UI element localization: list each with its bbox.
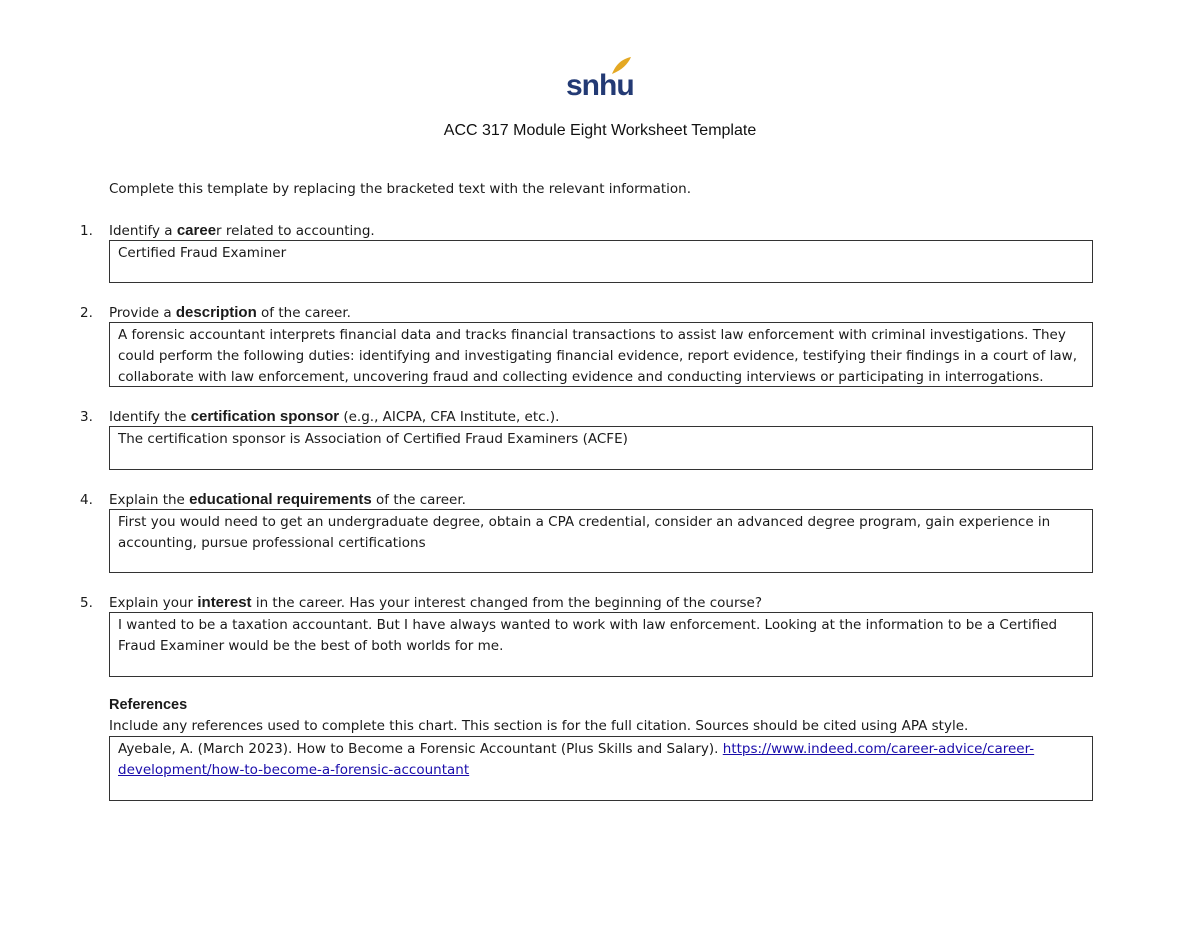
question-4: 4. Explain the educational requirements of the career. bbox=[80, 491, 466, 508]
answer-box-5[interactable]: I wanted to be a taxation accountant. But I have always wanted to work with law enforcement. Looking at the information to be a Certified Fraud Examiner would be the best of both worlds for me. bbox=[109, 612, 1093, 677]
question-1: 1. Identify a career related to accounting. bbox=[80, 222, 375, 239]
page-title: ACC 317 Module Eight Worksheet Template bbox=[443, 122, 757, 139]
logo-text: snhu bbox=[566, 69, 634, 102]
citation-text: Ayebale, A. (March 2023). How to Become a Forensic Accountant (Plus Skills and Salary). bbox=[118, 741, 723, 757]
references-box[interactable] bbox=[109, 736, 1093, 801]
question-2: 2. Provide a description of the career. bbox=[80, 304, 351, 321]
references-heading: References bbox=[109, 697, 188, 713]
citation-link[interactable]: https://www.indeed.com/career-advice/career-development/how-to-become-a-forensic-accountant bbox=[118, 741, 1035, 778]
answer-box-2[interactable]: A forensic accountant interprets financial data and tracks financial transactions to assist law enforcement with criminal investigations. They could perform the following duties: identifying and investigating financial evidence, report evidence, testifying their findings in a court of law, collaborate with law enforcement, uncovering fraud and collecting evidence and conducting interviews or participating in interrogations. bbox=[109, 322, 1093, 387]
question-3: 3. Identify the certification sponsor (e.g., AICPA, CFA Institute, etc.). bbox=[80, 408, 560, 425]
references-instructions: Include any references used to complete this chart. This section is for the full citation. Sources should be cited using APA style. bbox=[109, 718, 969, 734]
snhu-logo bbox=[566, 56, 634, 102]
answer-box-4[interactable]: First you would need to get an undergraduate degree, obtain a CPA credential, consider an advanced degree program, gain experience in accounting, pursue professional certifications bbox=[109, 509, 1093, 573]
answer-box-3[interactable]: The certification sponsor is Association of Certified Fraud Examiners (ACFE) bbox=[109, 426, 1093, 470]
intro-text: Complete this template by replacing the bracketed text with the relevant information. bbox=[109, 181, 692, 197]
question-5: 5. Explain your interest in the career. Has your interest changed from the beginning of the course? bbox=[80, 594, 763, 611]
answer-box-1[interactable]: Certified Fraud Examiner bbox=[109, 240, 1093, 283]
